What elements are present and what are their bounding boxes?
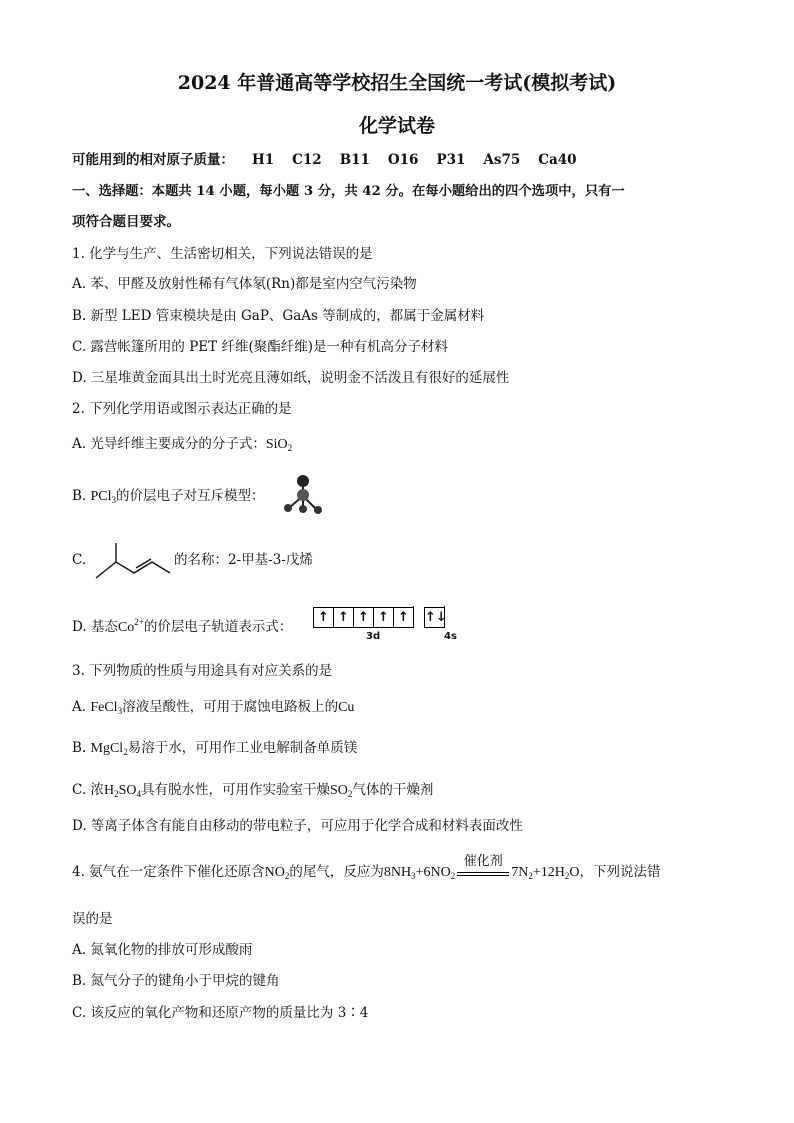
q3-option-a: A. FeCl$_3$溶液呈酸性，可用于腐蚀电路板上的Cu [72,699,355,716]
exam-title: 2024 年普通高等学校招生全国统一考试(模拟考试) [177,72,617,94]
reaction-equation: $8NH_3+6NO_2$ 催化剂 $7N_2+12H_2O$ [383,852,580,881]
q2-d-text2: 的价层电子轨道表示式： [143,619,293,635]
mass-item: H1 [252,152,275,168]
exam-subtitle: 化学试卷 [358,115,435,137]
vsepr-model-image [282,474,324,516]
atomic-masses-line [72,150,577,170]
orbital-box: ↑ [373,607,393,628]
mass-item: B11 [339,152,370,168]
q2-option-b [72,486,265,510]
q2-option-c [72,550,86,570]
mass-item: Ca40 [538,152,577,168]
orbital-box: ↑ [353,607,373,628]
orbital-3d-group [313,606,414,628]
section-header-line1: 一、选择题：本题共 14 小题，每小题 3 分，共 42 分。在每小题给出的四个选项中，只有一 [72,184,625,199]
q4-option-c: C. 该反应的氧化产物和还原产物的质量比为 3∶4 [72,1005,369,1021]
q2-c-text: 的名称：2-甲基-3-戊烯 [174,552,313,568]
q4-option-b: B. 氮气分子的键角小于甲烷的键角 [72,973,280,989]
mass-item: C12 [292,152,322,168]
q1-option-a: A. 苯、甲醛及放射性稀有气体氡(Rn)都是室内空气污染物 [72,276,417,292]
formula-pcl3: PCl$_3$ [90,489,117,505]
catalyst-arrow [455,852,511,883]
mass-item: As75 [483,152,521,168]
q3-option-b: B. MgCl$_2$易溶于水，可用作工业电解制备单质镁 [72,740,358,757]
formula-sio2: SiO$_2$ [265,437,293,453]
q2-d-text: D. 基态 [72,619,118,635]
q1-option-b: B. 新型 LED 管束模块是由 GaP、GaAs 等制成的，都属于金属材料 [72,308,485,324]
q2-a-text: A. 光导纤维主要成分的分子式： [72,436,266,452]
orbital-box: ↑ [393,607,413,628]
q2-option-d [72,612,292,638]
orbital-4s-label: 4s [444,631,457,642]
q3-option-c: C. 浓$H_2SO_4$具有脱水性，可用作实验室干燥$SO_2$气体的干燥剂 [72,782,434,799]
mass-item: P31 [436,152,466,168]
section-header-line2: 项符合题目要求。 [72,214,180,230]
mass-item: O16 [387,152,419,168]
formula-mgcl2: MgCl$_2$ [90,741,128,757]
orbital-box: ↑↓ [424,607,444,628]
q2-b-prefix: B. [72,488,91,504]
orbital-box: ↑ [333,607,353,628]
ion-co2plus: $Co^{2+}$ [117,617,144,635]
orbital-diagram [313,606,445,628]
q4-stem: 4. 氨气在一定条件下催化还原含$NO_2$的尾气，反应为$8NH_3+6NO_2$ 催化剂 $7N_2+12H_2O$，下列说法错 [72,852,661,881]
skeletal-formula-image [94,540,174,580]
catalyst-label: 催化剂 [463,852,503,868]
q4-option-a: A. 氮氧化物的排放可形成酸雨 [72,942,253,958]
formula-so2: $SO_2$ [329,783,353,799]
q2-c-prefix: C. [72,552,87,568]
formula-fecl3: FeCl$_3$ [90,700,123,716]
q2-stem: 2. 下列化学用语或图示表达正确的是 [72,401,292,417]
q4-stem-continued: 误的是 [72,911,113,927]
q1-option-d: D. 三星堆黄金面具出土时光亮且薄如纸，说明金不活泼且有很好的延展性 [72,370,510,386]
orbital-4s-group [424,606,445,628]
q1-option-c: C. 露营帐篷所用的 PET 纤维(聚酯纤维)是一种有机高分子材料 [72,339,448,355]
formula-h2so4: $H_2SO_4$ [103,783,141,799]
orbital-3d-label: 3d [366,631,381,642]
q3-option-d: D. 等离子体含有能自由移动的带电粒子，可应用于化学合成和材料表面改性 [72,818,523,834]
q2-b-text: 的价层电子对互斥模型： [116,488,265,504]
q1-stem: 1. 化学与生产、生活密切相关，下列说法错误的是 [72,246,373,262]
orbital-box: ↑ [313,607,333,628]
formula-no2: $NO_2$ [264,865,290,881]
atomic-masses-label: 可能用到的相对原子质量： [72,152,234,168]
q3-stem: 3. 下列物质的性质与用途具有对应关系的是 [72,663,333,679]
q2-option-a [72,434,292,458]
